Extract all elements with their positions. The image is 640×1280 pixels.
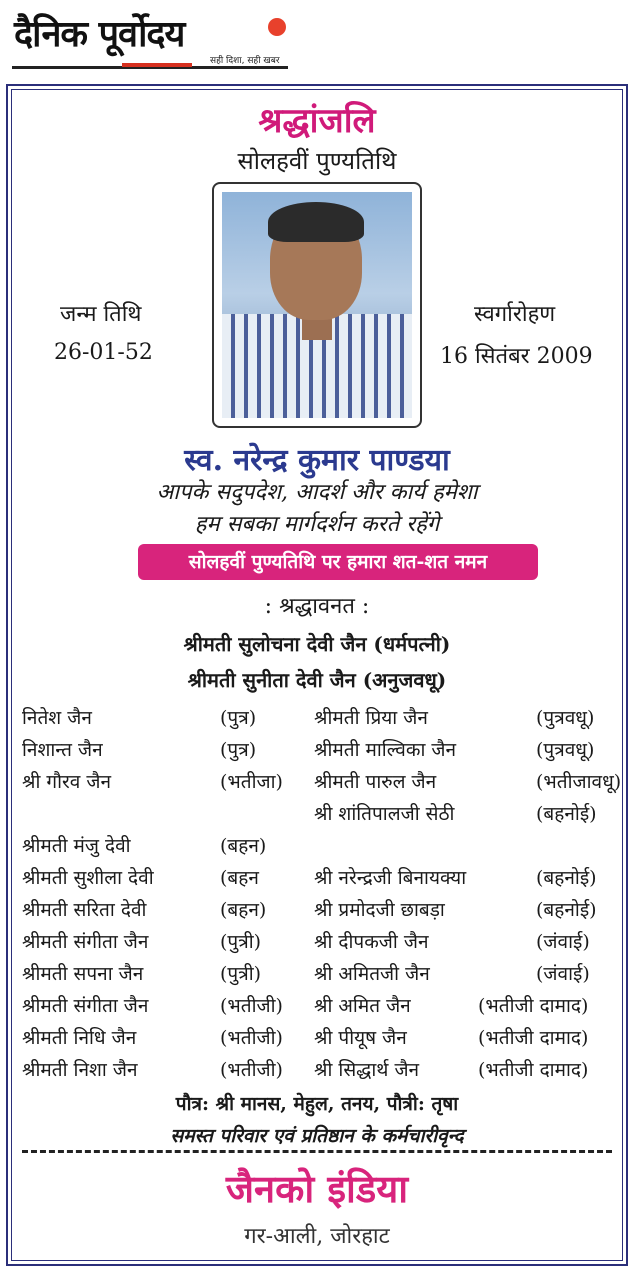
mourner-relation: (भतीजी) xyxy=(220,1027,283,1049)
mourner-relation: (पुत्री) xyxy=(220,963,262,985)
mourner-name: श्री शांतिपालजी सेठी xyxy=(314,803,455,825)
death-date: 16 सितंबर 2009 xyxy=(440,344,593,369)
anniversary-title: सोलहवीं पुण्यतिथि xyxy=(237,147,397,175)
mourner-relation: (पुत्र) xyxy=(220,739,257,761)
mourner-name: श्रीमती माल्विका जैन xyxy=(314,739,457,761)
mourner-relation: (भतीजा) xyxy=(220,771,283,793)
masthead-red-bar xyxy=(122,63,192,67)
masthead-dot-icon xyxy=(268,18,286,36)
dashed-divider xyxy=(22,1150,612,1153)
mourner-relation: (पुत्रवधू) xyxy=(536,707,595,729)
deceased-name: स्व. नरेन्द्र कुमार पाण्डया xyxy=(184,443,450,478)
mourner-name: श्रीमती सुशीला देवी xyxy=(22,867,154,889)
mourner-name: श्रीमती संगीता जैन xyxy=(22,931,149,953)
mourner-relation: (भतीजी दामाद) xyxy=(478,995,589,1017)
portrait-frame xyxy=(212,182,422,428)
grandchildren-line: पौत्र: श्री मानस, मेहुल, तनय, पौत्री: तृषा xyxy=(175,1093,459,1115)
mourner-name: निशान्त जैन xyxy=(22,739,103,761)
mourner-name: श्री प्रमोदजी छाबड़ा xyxy=(314,899,445,921)
mourner-name: श्रीमती सरिता देवी xyxy=(22,899,147,921)
mourner-relation: (भतीजी दामाद) xyxy=(478,1059,589,1081)
mourner-name: श्री नरेन्द्रजी बिनायक्या xyxy=(314,867,467,889)
mourner-name: श्री दीपकजी जैन xyxy=(314,931,429,953)
mourner-relation: (बहनोई) xyxy=(536,803,597,825)
mourner-relation: (बहनोई) xyxy=(536,867,597,889)
mourner-name: श्री गौरव जैन xyxy=(22,771,112,793)
family-line: समस्त परिवार एवं प्रतिष्ठान के कर्मचारीवृन्द xyxy=(170,1125,464,1147)
mourner-name: श्री पीयूष जैन xyxy=(314,1027,407,1049)
tribute-banner: सोलहवीं पुण्यतिथि पर हमारा शत-शत नमन xyxy=(138,544,538,580)
mourner-name: श्रीमती मंजु देवी xyxy=(22,835,131,857)
mourner-relation: (बहन xyxy=(220,867,259,889)
mourner-relation: (बहन) xyxy=(220,899,267,921)
mourner-relation: (भतीजी) xyxy=(220,995,283,1017)
mourner-name: श्रीमती निशा जैन xyxy=(22,1059,138,1081)
newspaper-tagline: सही दिशा, सही खबर xyxy=(210,56,280,66)
mourner-name: श्रीमती निधि जैन xyxy=(22,1027,137,1049)
mourner-relation: (पुत्री) xyxy=(220,931,262,953)
mourner-relation: (पुत्र) xyxy=(220,707,257,729)
mourner-relation: (बहनोई) xyxy=(536,899,597,921)
mourner-relation: (पुत्रवधू) xyxy=(536,739,595,761)
mourner-name: नितेश जैन xyxy=(22,707,92,729)
quote-line-2: हम सबका मार्गदर्शन करते रहेंगे xyxy=(194,512,440,537)
mourner-name: श्री अमितजी जैन xyxy=(314,963,430,985)
mourner-relation: (भतीजी) xyxy=(220,1059,283,1081)
portrait-photo xyxy=(222,192,412,418)
mourner-name: श्रीमती पारुल जैन xyxy=(314,771,437,793)
newspaper-title: दैनिक पूर्वोदय xyxy=(14,14,185,55)
birth-date: 26-01-52 xyxy=(54,340,153,365)
death-date-label: स्वर्गारोहण xyxy=(474,302,556,327)
mourner-name: श्रीमती संगीता जैन xyxy=(22,995,149,1017)
mourner-name: श्री सिद्धार्थ जैन xyxy=(314,1059,420,1081)
obituary-ad xyxy=(6,84,628,1266)
mourner-relation: (जंवाई) xyxy=(536,931,590,953)
mourner-relation: (बहन) xyxy=(220,835,267,857)
mourner-relation: (जंवाई) xyxy=(536,963,590,985)
mourner-relation: (भतीजावधू) xyxy=(536,771,622,793)
mourner-name: श्रीमती सपना जैन xyxy=(22,963,144,985)
masthead xyxy=(10,8,290,74)
birth-date-label: जन्म तिथि xyxy=(60,302,142,327)
mourner-name: श्री अमित जैन xyxy=(314,995,411,1017)
shraddhavanat-label: : श्रद्धावनत : xyxy=(264,594,370,619)
ad-inner-border xyxy=(11,89,623,1261)
mourner-relation: (भतीजी दामाद) xyxy=(478,1027,589,1049)
firm-address: गर-आली, जोरहाट xyxy=(244,1224,390,1249)
lead-mourner-2: श्रीमती सुनीता देवी जैन (अनुजवधू) xyxy=(187,668,447,692)
quote-line-1: आपके सदुपदेश, आदर्श और कार्य हमेशा xyxy=(156,480,478,505)
lead-mourner-1: श्रीमती सुलोचना देवी जैन (धर्मपत्नी) xyxy=(183,632,451,656)
firm-name: जैनको इंडिया xyxy=(225,1166,409,1211)
ad-heading: श्रद्धांजलि xyxy=(258,101,376,141)
mourner-name: श्रीमती प्रिया जैन xyxy=(314,707,428,729)
